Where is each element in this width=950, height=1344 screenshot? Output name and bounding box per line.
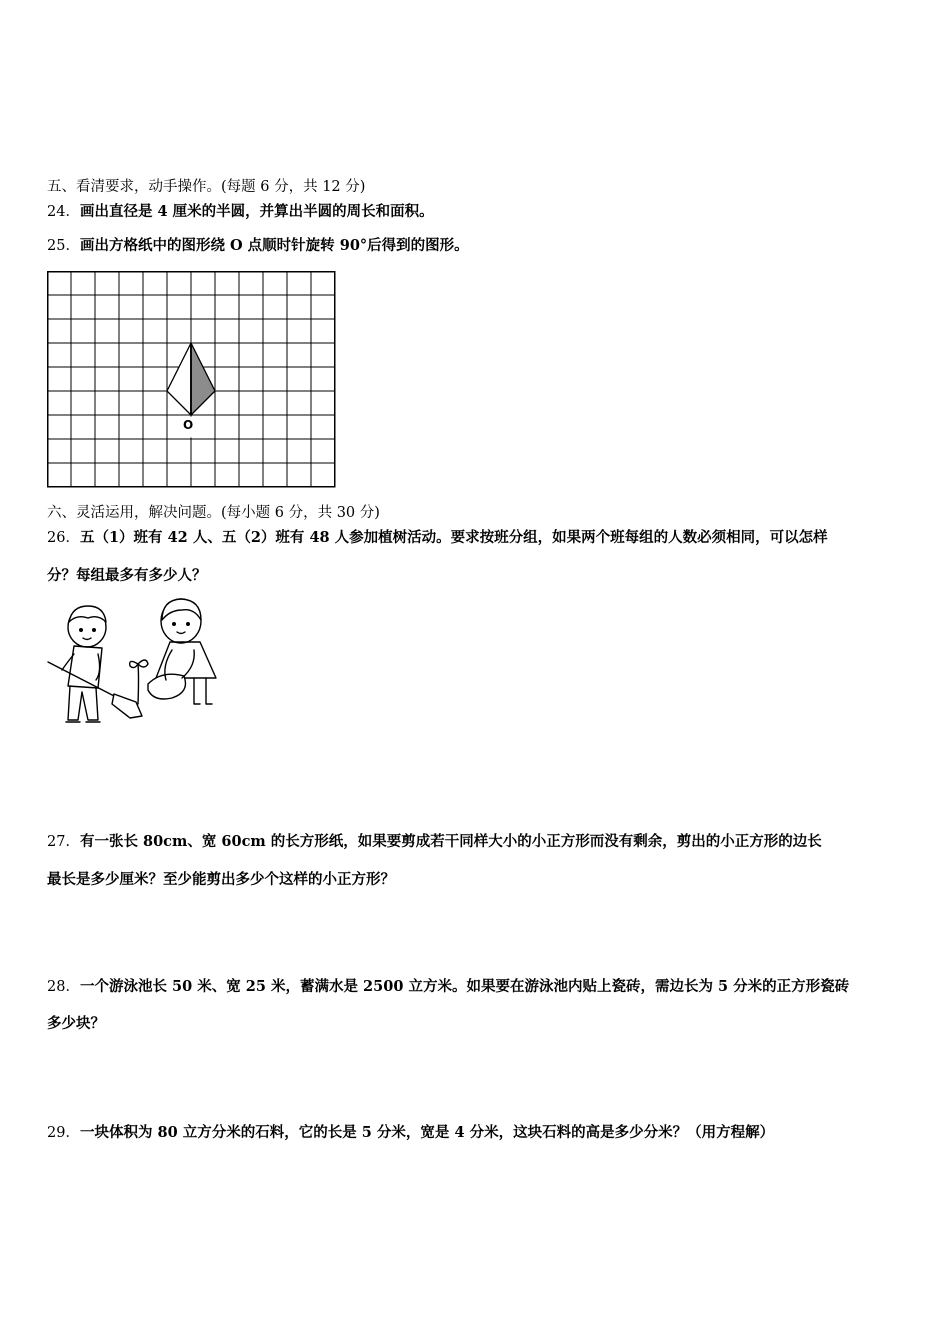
question-26-line1 [47,528,828,548]
origin-point-label: O [183,418,194,432]
girl-hair [162,599,201,620]
boy-eye-right [93,629,96,632]
section-six-title: 六、灵活运用，解决问题。(每小题 6 分，共 30 分) [47,505,380,521]
girl-eye-left [173,623,176,626]
question-26-text-line2: 分？每组最多有多少人？ [47,567,207,584]
question-29-number: 29． [47,1125,80,1141]
question-24-text: 画出直径是 4 厘米的半圆，并算出半圆的周长和面积。 [79,203,434,220]
question-25-text: 画出方格纸中的图形绕 O 点顺时针旋转 90°后得到的图形。 [79,237,469,254]
question-26-text-line1: 五（1）班有 42 人、五（2）班有 48 人参加植树活动。要求按班分组，如果两个班每组的人数必须相同，可以怎样 [79,529,828,546]
grid-paper-svg [47,271,337,491]
kite-right-half-shaded [191,343,215,415]
boy-legs [68,686,98,720]
children-planting-tree-illustration [44,594,224,733]
question-27-number: 27． [47,834,80,850]
question-28-text-line2: 多少块？ [47,1015,105,1032]
question-27-text-line2: 最长是多少厘米？至少能剪出多少个这样的小正方形？ [47,871,395,888]
boy-arms [62,654,100,680]
question-29-text: 一块体积为 80 立方分米的石料，它的长是 5 分米，宽是 4 分米，这块石料的高是多少分米？（用方程解） [79,1124,775,1141]
question-25 [47,236,469,256]
question-27-line1 [47,832,822,852]
question-25-number: 25． [47,238,80,254]
shovel-blade [112,694,142,718]
boy-eye-left [80,629,83,632]
grid-paper-figure [47,271,337,495]
children-planting-svg [44,594,224,729]
sprout-stem [138,664,139,704]
question-28-line1 [47,977,849,997]
question-27-text-line1: 有一张长 80cm、宽 60cm 的长方形纸，如果要剪成若干同样大小的小正方形而没有剩余，剪出的小正方形的边长 [79,833,822,850]
question-24 [47,202,434,222]
question-24-number: 24． [47,204,80,220]
boy-mouth [83,638,91,640]
kite-left-half [167,343,191,415]
shovel-handle [48,662,118,698]
question-28-text-line1: 一个游泳池长 50 米、宽 25 米，蓄满水是 2500 立方米。如果要在游泳池内贴上瓷砖，需边长为 5 分米的正方形瓷砖 [79,978,850,995]
question-26-number: 26． [47,530,80,546]
girl-legs [194,678,212,704]
girl-watering-can [148,674,186,699]
question-28-number: 28． [47,979,80,995]
girl-mouth [177,632,185,634]
section-five-title: 五、看清要求，动手操作。(每题 6 分，共 12 分) [47,179,366,195]
girl-eye-right [187,623,190,626]
question-29 [47,1123,774,1143]
boy-hair [69,606,106,622]
